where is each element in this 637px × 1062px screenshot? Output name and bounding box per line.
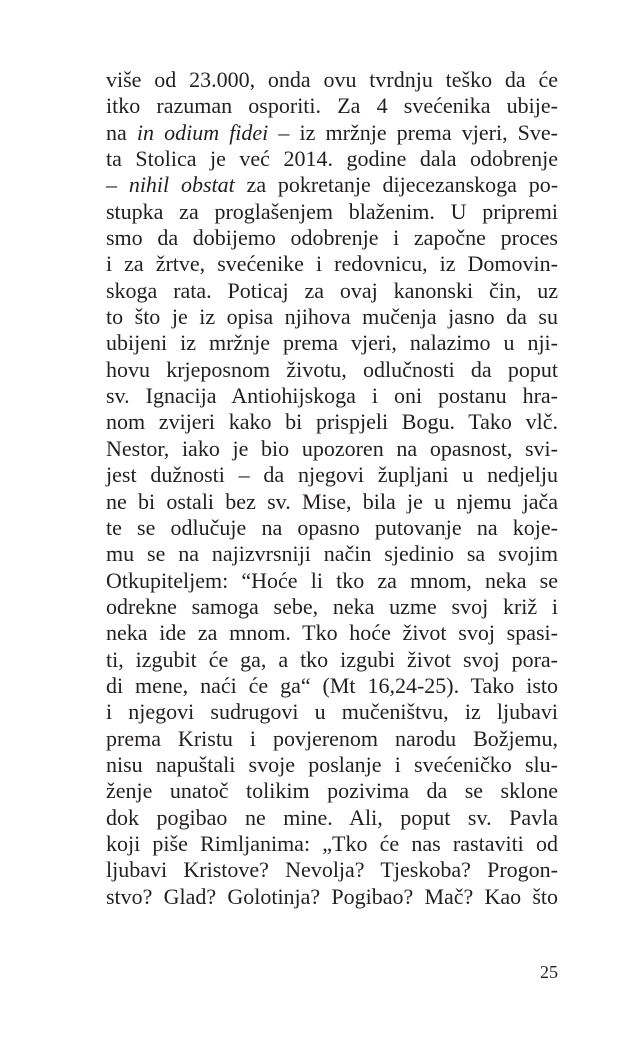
page-number: 25 <box>540 962 558 982</box>
text-run: skoga rata. Poticaj za ovaj kanonski čin, uz <box>106 277 558 303</box>
text-run: i za žrtve, svećenike i redovnicu, iz Domovin- <box>106 251 558 277</box>
text-line <box>106 146 558 172</box>
text-line <box>106 673 558 699</box>
text-line <box>106 778 558 804</box>
text-line <box>106 805 558 831</box>
text-run: ta Stolica je već 2014. godine dala odobrenje <box>106 146 558 172</box>
text-run: ljubavi Kristove? Nevolja? Tjeskoba? Progon- <box>106 857 558 883</box>
text-line <box>106 172 558 198</box>
text-run: stupka za proglašenjem blaženim. U pripremi <box>106 198 558 224</box>
text-run: ubijeni iz mržnje prema vjeri, nalazimo u nji- <box>106 330 558 356</box>
text-line <box>106 330 558 356</box>
text-run: to što je iz opisa njihova mučenja jasno da su <box>106 304 558 330</box>
text-run: Nestor, iako je bio upozoren na opasnost, svi- <box>106 435 558 461</box>
text-line <box>106 278 558 304</box>
text-run: više od 23.000, onda ovu tvrdnju teško da će <box>106 67 558 92</box>
text-line <box>106 199 558 225</box>
text-run: te se odlučuje na opasno putovanje na koje- <box>106 514 558 540</box>
text-run: sv. Ignacija Antiohijskoga i oni postanu hra- <box>106 383 558 409</box>
text-run: na <box>106 119 137 145</box>
text-line <box>106 251 558 277</box>
text-run: mu se na najizvrsniji način sjedinio sa svojim <box>106 541 558 567</box>
text-run: koji piše Rimljanima: „Tko će nas rastaviti od <box>106 830 558 856</box>
text-run: ženje unatoč tolikim pozivima da se sklone <box>106 778 558 804</box>
text-line <box>106 699 558 725</box>
text-run: itko razuman osporiti. Za 4 svećenika ubije- <box>106 93 558 119</box>
text-run: – <box>106 172 129 198</box>
text-line <box>106 884 558 910</box>
text-run: ne bi ostali bez sv. Mise, bila je u njemu jača <box>106 488 558 514</box>
text-line <box>106 541 558 567</box>
text-run: nom zvijeri kako bi prispjeli Bogu. Tako vlč. <box>106 409 558 435</box>
text-line <box>106 831 558 857</box>
text-line <box>106 620 558 646</box>
text-run: smo da dobijemo odobrenje i započne proces <box>106 225 558 251</box>
text-line <box>106 752 558 778</box>
text-run: – iz mržnje prema vjeri, Sve- <box>268 119 559 145</box>
text-line <box>106 515 558 541</box>
text-run: neka ide za mnom. Tko hoće život svoj spasi- <box>106 620 558 646</box>
text-run: Otkupiteljem: “Hoće li tko za mnom, neka se <box>106 567 558 593</box>
text-line <box>106 67 558 93</box>
text-line <box>106 225 558 251</box>
text-line <box>106 462 558 488</box>
text-line <box>106 93 558 119</box>
text-run: odrekne samoga sebe, neka uzme svoj križ i <box>106 593 558 619</box>
text-run: ti, izgubit će ga, a tko izgubi život svoj pora- <box>106 646 558 672</box>
text-run: di mene, naći će ga“ (Mt 16,24-25). Tako isto <box>106 672 558 698</box>
text-line <box>106 489 558 515</box>
text-run: prema Kristu i povjerenom narodu Božjemu, <box>106 725 558 751</box>
body-text <box>106 67 558 910</box>
text-line <box>106 436 558 462</box>
text-line <box>106 647 558 673</box>
text-line <box>106 568 558 594</box>
text-run: hovu krjeposnom životu, odlučnosti da poput <box>106 356 558 382</box>
text-line <box>106 357 558 383</box>
text-run: dok pogibao ne mine. Ali, poput sv. Pavla <box>106 804 558 830</box>
text-line <box>106 726 558 752</box>
text-run: i njegovi sudrugovi u mučeništvu, iz ljubavi <box>106 699 558 725</box>
text-line <box>106 594 558 620</box>
italic-phrase: in odium fidei <box>136 119 269 145</box>
text-run: stvo? Glad? Golotinja? Pogibao? Mač? Kao što <box>106 883 558 909</box>
text-run: nisu napuštali svoje poslanje i svećeničko slu- <box>106 751 558 777</box>
text-run: za pokretanje dijecezanskoga po- <box>234 172 559 198</box>
text-line <box>106 120 558 146</box>
italic-phrase: nihil obstat <box>128 172 235 198</box>
text-run: jest dužnosti – da njegovi župljani u nedjelju <box>106 462 558 488</box>
text-line <box>106 857 558 883</box>
text-line <box>106 383 558 409</box>
text-line <box>106 409 558 435</box>
text-line <box>106 304 558 330</box>
